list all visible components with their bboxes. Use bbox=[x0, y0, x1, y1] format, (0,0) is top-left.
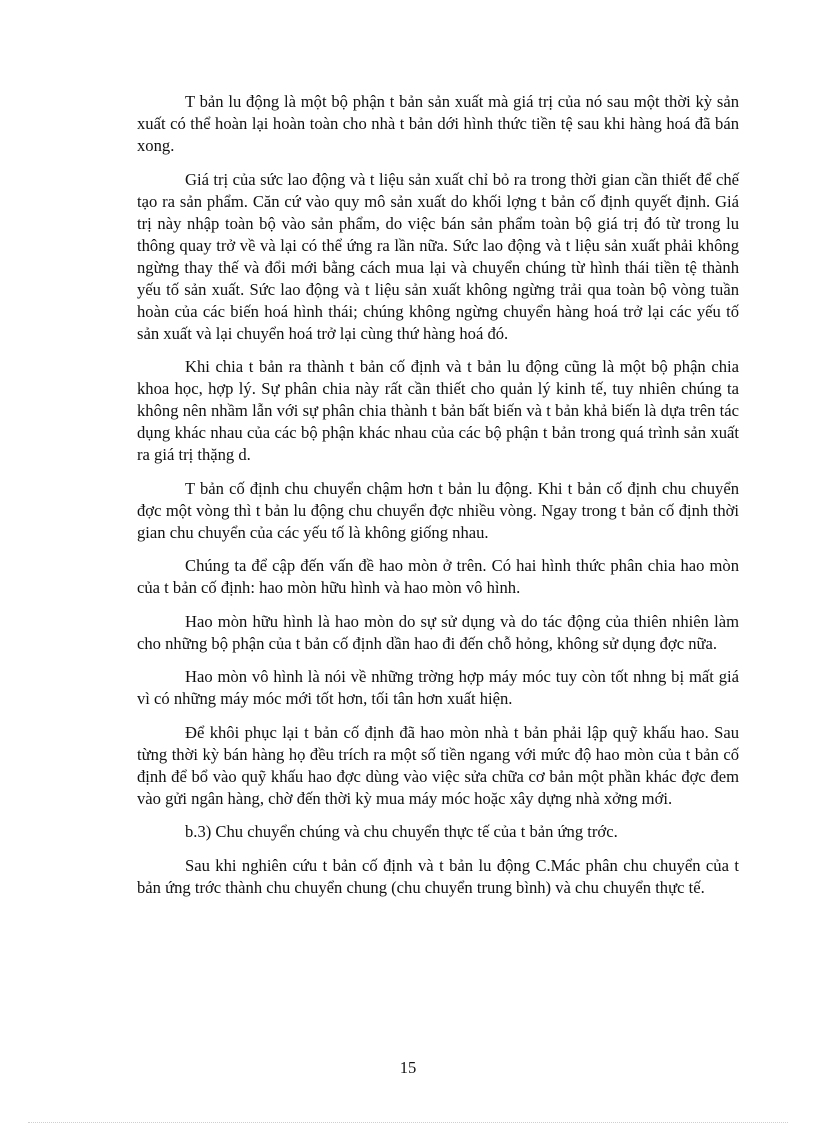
paragraph-8: Để khôi phục lại t bản cố định đã hao mòn nhà t bản phải lập quỹ khấu hao. Sau từng thời kỳ bán hàng họ đều trích ra một số tiền ngang với mức độ hao mòn của t bản cố định để bổ vào quỹ khấu hao đợc dùng vào việc sửa chữa cơ bản một phần khác đợc đem vào gửi ngân hàng, chờ đến thời kỳ mua máy móc hoặc xây dựng nhà xởng mới. bbox=[137, 722, 739, 808]
paragraph-7: Hao mòn vô hình là nói về những trờng hợp máy móc tuy còn tốt nhng bị mất giá vì có những máy móc mới tốt hơn, tối tân hơn xuất hiện. bbox=[137, 667, 739, 708]
paragraph-10: Sau khi nghiên cứu t bản cố định và t bản lu động C.Mác phân chu chuyển của t bản ứng trớc thành chu chuyển chung (chu chuyển trung bình) và chu chuyển thực tế. bbox=[137, 855, 739, 897]
paragraph-1: T bản lu động là một bộ phận t bản sản xuất mà giá trị của nó sau một thời kỳ sản xuất có thể hoàn lại hoàn toàn cho nhà t bản dới hình thức tiền tệ sau khi hàng hoá đã bán xong. bbox=[137, 92, 739, 155]
paragraph-6: Hao mòn hữu hình là hao mòn do sự sử dụng và do tác động của thiên nhiên làm cho những bộ phận của t bản cố định dần hao đi đến chỗ hỏng, không sử dụng đợc nữa. bbox=[137, 611, 739, 653]
paragraph-5: Chúng ta để cập đến vấn đề hao mòn ở trên. Có hai hình thức phân chia hao mòn của t bản cố định: hao mòn hữu hình và hao mòn vô hình. bbox=[137, 556, 739, 597]
paragraph-4: T bản cố định chu chuyển chậm hơn t bản lu động. Khi t bản cố định chu chuyển đợc một vòng thì t bản lu động chu chuyển đợc nhiều vòng. Ngay trong t bản cố định thời gian chu chuyển của các yếu tố là không giống nhau. bbox=[137, 478, 739, 542]
section-heading-b3: b.3) Chu chuyển chúng và chu chuyển thực tế của t bản ứng trớc. bbox=[185, 822, 618, 841]
paragraph-2: Giá trị của sức lao động và t liệu sản xuất chỉ bỏ ra trong thời gian cần thiết để chế tạo ra sản phẩm. Căn cứ vào quy mô sản xuất do khối lợng t bản cố định quyết định. Giá trị này nhập toàn bộ vào sản phẩm, do việc bán sản phẩm toàn bộ giá trị đó từ trong lu thông quay trở về và lại có thể ứng ra lần nữa. Sức lao động và t liệu sản xuất phải không ngừng thay thế và đổi mới bằng cách mua lại và chuyển chúng từ hình thái tiền tệ thành yếu tố sản xuất. Sức lao động và t liệu sản xuất không ngừng trải qua toàn bộ vòng tuần hoàn của các biến hoá hình thái; chúng không ngừng chuyển hàng hoá trở lại các yếu tố sản xuất và lại chuyển hoá trở lại cùng thứ hàng hoá đó. bbox=[137, 169, 739, 343]
paragraph-3: Khi chia t bản ra thành t bản cố định và t bản lu động cũng là một bộ phận chia khoa học, hợp lý. Sự phân chia này rất cần thiết cho quản lý kinh tế, tuy nhiên chúng ta không nên nhầm lẫn với sự phân chia thành t bản bất biến và t bản khả biến là dựa trên tác dụng khác nhau của các bộ phận khác nhau của các bộ phận t bản trong quá trình sản xuất ra giá trị thặng d. bbox=[137, 357, 739, 464]
document-body bbox=[137, 91, 739, 910]
page-number: 15 bbox=[399, 1058, 417, 1077]
